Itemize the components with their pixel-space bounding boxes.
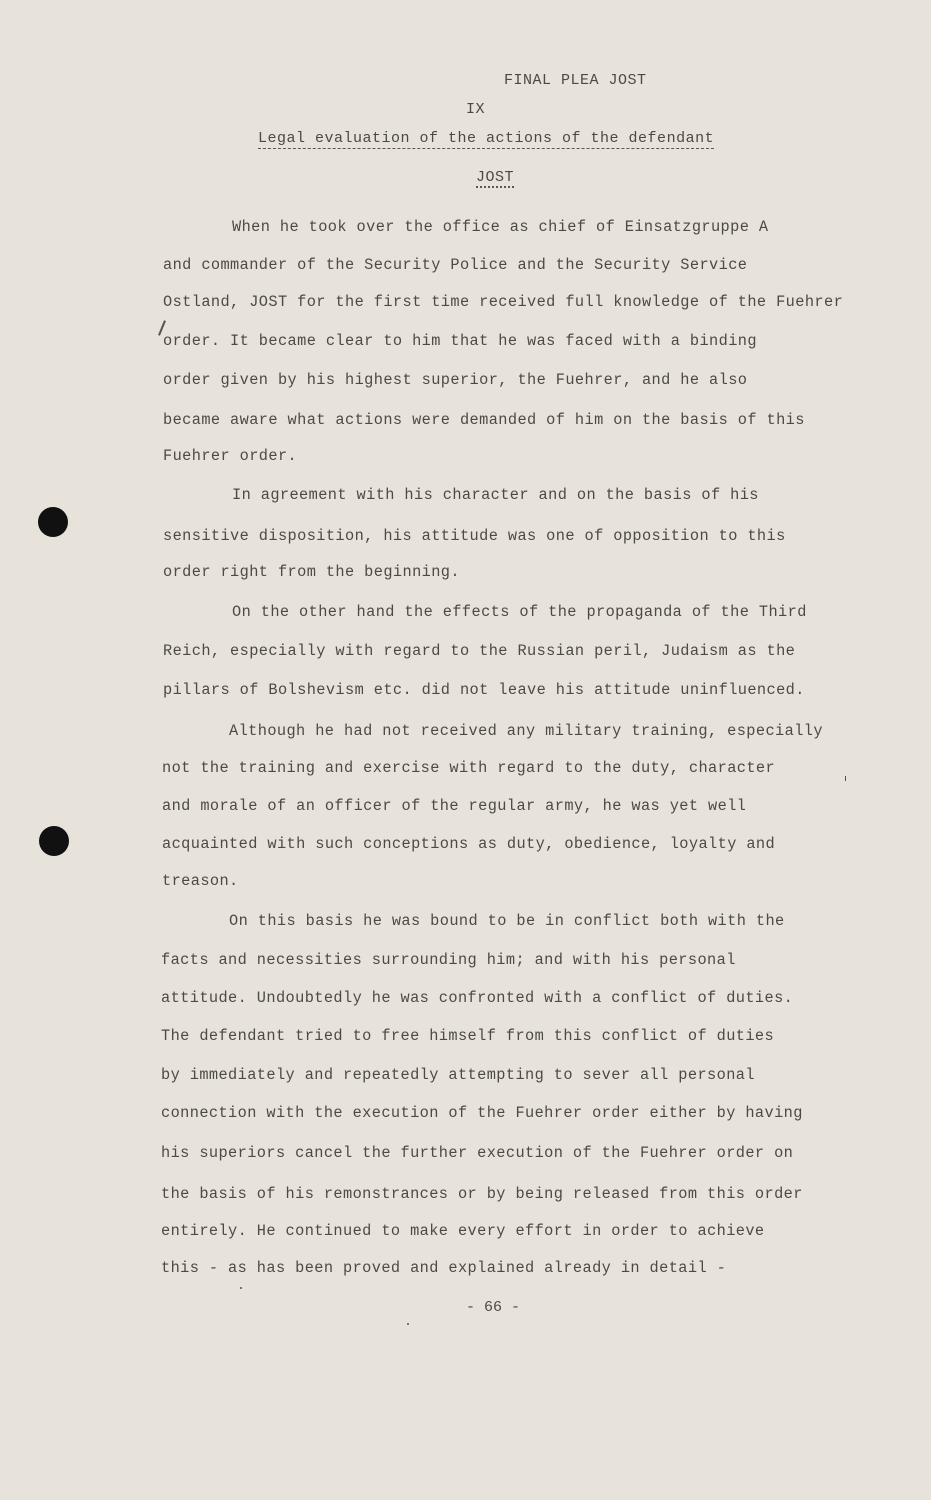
text-line: Although he had not received any military training, especially — [229, 722, 823, 740]
text-line: order. It became clear to him that he was faced with a binding — [163, 332, 757, 350]
text-line: When he took over the office as chief of Einsatzgruppe A — [232, 218, 769, 236]
text-line: his superiors cancel the further execution of the Fuehrer order on — [161, 1144, 794, 1162]
text-line: connection with the execution of the Fuehrer order either by having — [161, 1104, 803, 1122]
section-title: Legal evaluation of the actions of the defendant — [258, 130, 715, 147]
paper-speck — [845, 776, 846, 781]
page-number: - 66 - — [466, 1299, 521, 1316]
text-line: attitude. Undoubtedly he was confronted with a conflict of duties. — [161, 989, 794, 1007]
text-line: treason. — [162, 872, 239, 890]
text-line: entirely. He continued to make every effort in order to achieve — [161, 1222, 765, 1240]
text-line: order right from the beginning. — [163, 563, 460, 581]
paper-speck — [240, 1287, 242, 1289]
text-line: pillars of Bolshevism etc. did not leave his attitude uninfluenced. — [163, 681, 805, 699]
text-line: and morale of an officer of the regular army, he was yet well — [162, 797, 747, 815]
text-line: this - as has been proved and explained already in detail - — [161, 1259, 727, 1277]
text-line: On this basis he was bound to be in conflict both with the — [229, 912, 785, 930]
text-line: order given by his highest superior, the Fuehrer, and he also — [163, 371, 748, 389]
text-line: sensitive disposition, his attitude was one of opposition to this — [163, 527, 786, 545]
text-line: Reich, especially with regard to the Russian peril, Judaism as the — [163, 642, 796, 660]
text-line: by immediately and repeatedly attempting to sever all personal — [161, 1066, 755, 1084]
document-reference: FINAL PLEA JOST — [504, 72, 647, 89]
text-line: acquainted with such conceptions as duty, obedience, loyalty and — [162, 835, 776, 853]
text-line: not the training and exercise with regard to the duty, character — [162, 759, 776, 777]
punch-hole — [38, 507, 68, 537]
text-line: the basis of his remonstrances or by being released from this order — [161, 1185, 803, 1203]
section-numeral: IX — [466, 101, 486, 118]
defendant-name: JOST — [476, 169, 515, 186]
text-line: The defendant tried to free himself from this conflict of duties — [161, 1027, 775, 1045]
text-line: became aware what actions were demanded of him on the basis of this — [163, 411, 805, 429]
paper-speck — [407, 1323, 409, 1325]
punch-hole — [39, 826, 69, 856]
text-line: On the other hand the effects of the propaganda of the Third — [232, 603, 807, 621]
text-line: facts and necessities surrounding him; and with his personal — [161, 951, 736, 969]
text-line: and commander of the Security Police and the Security Service — [163, 256, 748, 274]
text-line: In agreement with his character and on the basis of his — [232, 486, 759, 504]
text-line: Ostland, JOST for the first time received full knowledge of the Fuehrer — [163, 293, 844, 311]
text-line: Fuehrer order. — [163, 447, 298, 465]
